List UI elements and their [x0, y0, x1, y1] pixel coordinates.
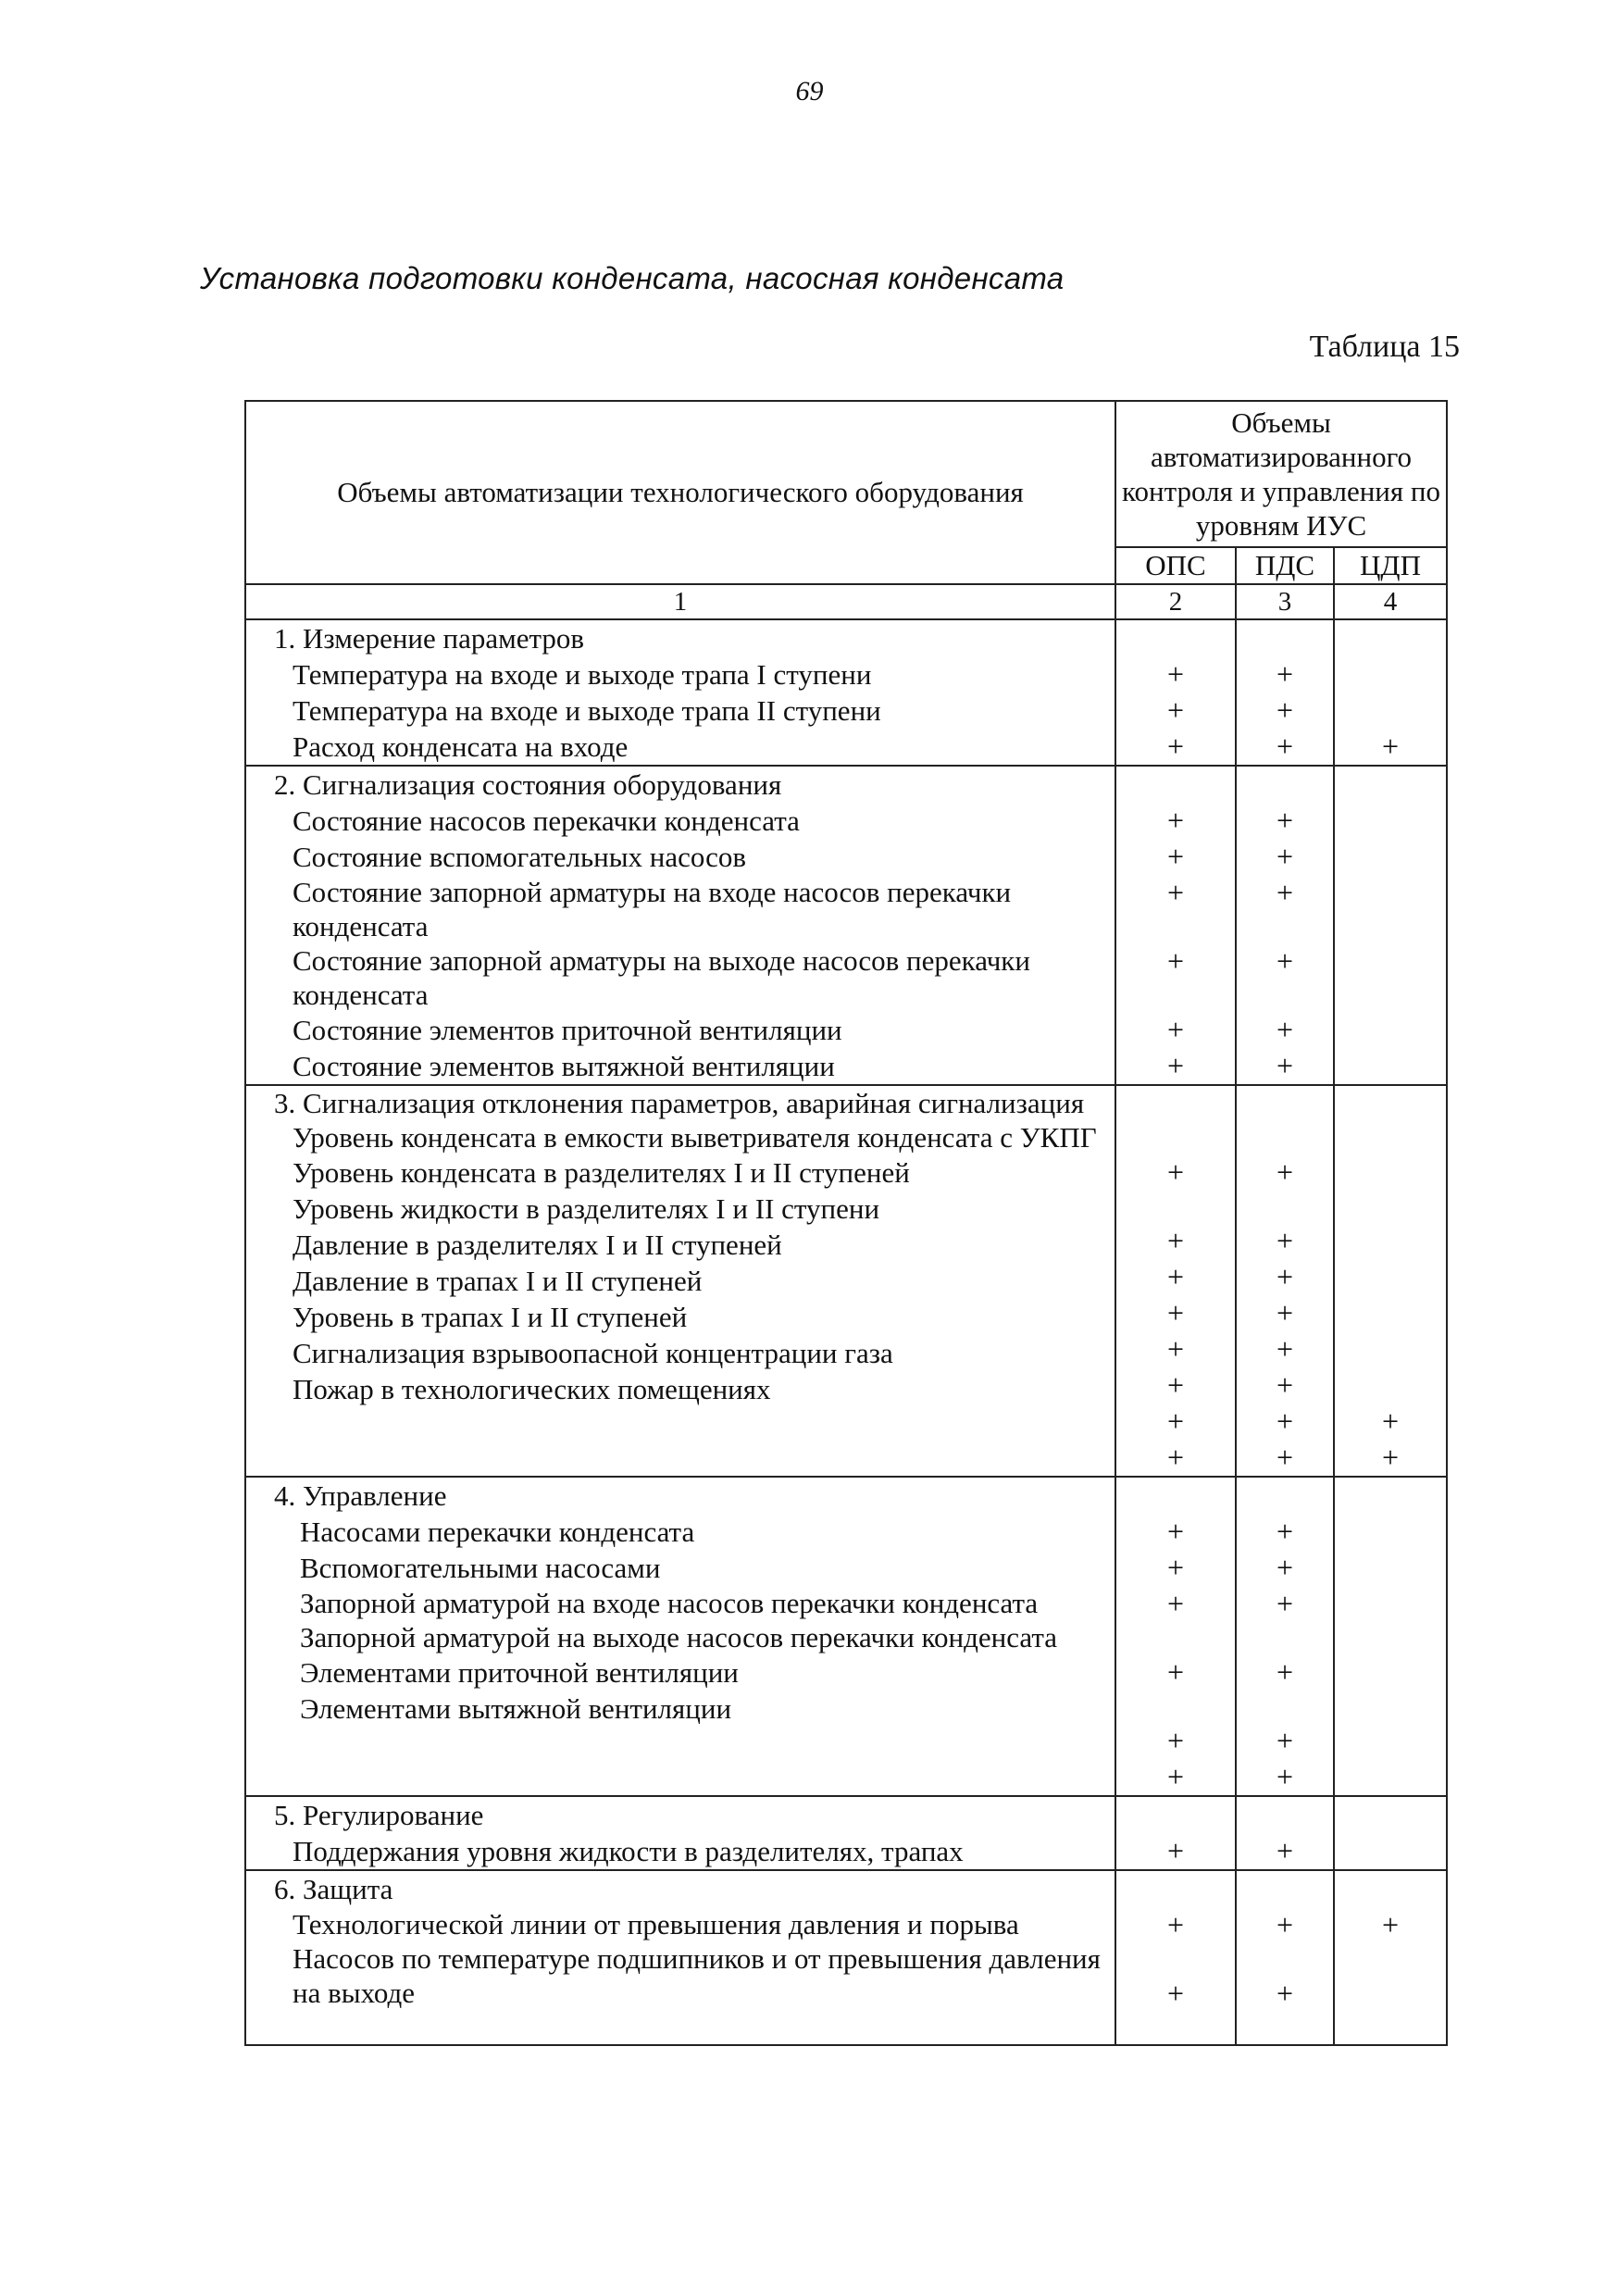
mark-cdp [1335, 1654, 1446, 1723]
section-row [245, 766, 1447, 1085]
mark-spacer [1116, 1478, 1235, 1514]
mark-cdp [1335, 1295, 1446, 1331]
section-row [245, 1085, 1447, 1477]
mark-column-cdp [1334, 1085, 1447, 1477]
mark-ops: + [1166, 840, 1185, 873]
section-title: 4. Управление [274, 1479, 447, 1512]
mark-pds: + [1276, 1834, 1294, 1867]
col-number-2: 2 [1115, 584, 1236, 619]
mark-cdp [1335, 1048, 1446, 1084]
item-text: Уровень в трапах I и II ступеней [293, 1301, 688, 1333]
mark-spacer [1116, 767, 1235, 803]
mark-ops: + [1166, 1551, 1185, 1584]
mark-pds: + [1276, 840, 1294, 873]
mark-cdp [1335, 839, 1446, 875]
mark-spacer [1335, 620, 1446, 656]
mark-pds: + [1276, 1155, 1294, 1189]
mark-spacer [1237, 1797, 1333, 1833]
mark-cdp [1335, 1331, 1446, 1367]
mark-cdp [1335, 1976, 1446, 2044]
mark-cdp [1335, 1012, 1446, 1048]
item-text: Запорной арматурой на выходе насосов перекачки конденсата [300, 1621, 1058, 1653]
header-equipment: Объемы автоматизации технологического оборудования [245, 401, 1115, 584]
col-number-3: 3 [1236, 584, 1334, 619]
mark-ops: + [1166, 804, 1185, 837]
mark-cdp [1335, 1154, 1446, 1223]
section-row [245, 1477, 1447, 1796]
mark-ops: + [1166, 1013, 1185, 1046]
mark-pds: + [1276, 657, 1294, 691]
section-items-cell [245, 619, 1115, 766]
item-text: Уровень конденсата в разделителях I и II ступеней [293, 1156, 910, 1189]
mark-column-pds [1236, 619, 1334, 766]
mark-cdp [1335, 1223, 1446, 1259]
item-text: Насосов по температуре подшипников и от превышения давления на выходе [293, 1942, 1101, 2009]
item-text: Состояние элементов вытяжной вентиляции [293, 1050, 835, 1082]
mark-cdp [1335, 943, 1446, 1012]
mark-ops: + [1166, 944, 1185, 978]
mark-spacer [1237, 1871, 1333, 1907]
mark-cdp [1335, 1723, 1446, 1759]
mark-pds: + [1276, 1049, 1294, 1082]
mark-cdp: + [1381, 730, 1400, 763]
item-text: Элементами вытяжной вентиляции [300, 1692, 732, 1725]
mark-spacer [1335, 1478, 1446, 1514]
mark-ops: + [1166, 1441, 1185, 1474]
mark-column-pds [1236, 1477, 1334, 1796]
mark-ops: + [1166, 1515, 1185, 1548]
mark-cdp [1335, 1759, 1446, 1795]
mark-pds: + [1276, 1441, 1294, 1474]
level-ops: ОПС [1115, 547, 1236, 584]
automation-table [244, 400, 1448, 2046]
item-text: Запорной арматурой на входе насосов перекачки конденсата [300, 1587, 1039, 1619]
mark-ops: + [1166, 1587, 1185, 1620]
table-label: Таблица 15 [1309, 330, 1460, 364]
mark-ops: + [1166, 1155, 1185, 1189]
mark-pds: + [1276, 1977, 1294, 2010]
item-text: Состояние вспомогательных насосов [293, 841, 747, 873]
mark-spacer [1335, 767, 1446, 803]
item-text: Насосами перекачки конденсата [300, 1516, 695, 1548]
mark-spacer [1335, 1797, 1446, 1833]
mark-column-pds [1236, 1870, 1334, 2045]
mark-cdp [1335, 875, 1446, 943]
mark-pds: + [1276, 1587, 1294, 1620]
mark-ops: + [1166, 1724, 1185, 1757]
mark-pds: + [1276, 1224, 1294, 1257]
mark-column-pds [1236, 1085, 1334, 1477]
mark-column-pds [1236, 1796, 1334, 1870]
mark-column-cdp [1334, 766, 1447, 1085]
mark-ops: + [1166, 1049, 1185, 1082]
mark-spacer [1335, 1871, 1446, 1907]
mark-column-ops [1115, 619, 1236, 766]
item-text: Состояние насосов перекачки конденсата [293, 805, 800, 837]
mark-pds: + [1276, 1260, 1294, 1293]
section-row [245, 619, 1447, 766]
mark-pds: + [1276, 1724, 1294, 1757]
item-text: Давление в трапах I и II ступеней [293, 1265, 703, 1297]
section-row [245, 1870, 1447, 2045]
item-text: Расход конденсата на входе [293, 730, 629, 763]
item-text: Состояние запорной арматуры на входе насосов перекачки конденсата [293, 876, 1012, 942]
mark-column-pds [1236, 766, 1334, 1085]
section-items-cell [245, 1085, 1115, 1477]
item-text: Элементами приточной вентиляции [300, 1656, 739, 1689]
mark-ops: + [1166, 1908, 1185, 1941]
mark-spacer [1116, 1871, 1235, 1907]
mark-column-cdp [1334, 619, 1447, 766]
mark-ops: + [1166, 657, 1185, 691]
mark-cdp [1335, 803, 1446, 839]
item-text: Уровень жидкости в разделителях I и II ступени [293, 1192, 880, 1225]
section-title: 2. Сигнализация состояния оборудования [274, 768, 782, 801]
mark-pds: + [1276, 1296, 1294, 1329]
level-pds: ПДС [1236, 547, 1334, 584]
mark-cdp: + [1381, 1908, 1400, 1941]
section-items-cell [245, 1870, 1115, 2045]
mark-ops: + [1166, 693, 1185, 727]
header-row [245, 401, 1447, 547]
mark-ops: + [1166, 876, 1185, 909]
mark-cdp: + [1381, 1441, 1400, 1474]
mark-ops: + [1166, 1368, 1185, 1402]
mark-cdp: + [1381, 1404, 1400, 1438]
mark-ops: + [1166, 1260, 1185, 1293]
mark-pds: + [1276, 693, 1294, 727]
mark-cdp [1335, 693, 1446, 729]
col-number-4: 4 [1334, 584, 1447, 619]
mark-spacer [1116, 1797, 1235, 1833]
mark-cdp [1335, 1586, 1446, 1654]
mark-spacer [1335, 1086, 1446, 1154]
mark-cdp [1335, 656, 1446, 693]
mark-pds: + [1276, 1515, 1294, 1548]
mark-ops: + [1166, 1332, 1185, 1366]
section-title: 3. Сигнализация отклонения параметров, аварийная сигнализация [274, 1087, 1085, 1119]
section-items-cell [245, 1477, 1115, 1796]
item-text: Сигнализация взрывоопасной концентрации газа [293, 1337, 893, 1369]
level-cdp: ЦДП [1334, 547, 1447, 584]
page-number: 69 [795, 76, 824, 106]
mark-ops: + [1166, 1655, 1185, 1689]
mark-ops: + [1166, 1834, 1185, 1867]
item-text: Температура на входе и выходе трапа II ступени [293, 694, 881, 727]
mark-pds: + [1276, 1551, 1294, 1584]
item-text: Пожар в технологических помещениях [293, 1373, 771, 1405]
mark-ops: + [1166, 730, 1185, 763]
item-text: Давление в разделителях I и II ступеней [293, 1229, 782, 1261]
section-title: 6. Защита [274, 1873, 393, 1905]
item-text: Состояние элементов приточной вентиляции [293, 1014, 842, 1046]
mark-column-ops [1115, 766, 1236, 1085]
mark-spacer [1116, 620, 1235, 656]
mark-column-ops [1115, 1477, 1236, 1796]
section-items-cell [245, 1796, 1115, 1870]
section-row [245, 1796, 1447, 1870]
mark-pds: + [1276, 1908, 1294, 1941]
mark-cdp [1335, 1367, 1446, 1404]
item-text: Поддержания уровня жидкости в разделителях, трапах [293, 1835, 964, 1867]
mark-pds: + [1276, 730, 1294, 763]
section-title: 5. Регулирование [274, 1799, 484, 1831]
item-text: Уровень конденсата в емкости выветривателя конденсата с УКПГ [293, 1121, 1097, 1154]
mark-column-cdp [1334, 1477, 1447, 1796]
mark-column-ops [1115, 1796, 1236, 1870]
mark-pds: + [1276, 1013, 1294, 1046]
mark-ops: + [1166, 1404, 1185, 1438]
page-title: Установка подготовки конденсата, насосная конденсата [200, 261, 1065, 295]
mark-spacer [1237, 767, 1333, 803]
item-text: Состояние запорной арматуры на выходе насосов перекачки конденсата [293, 944, 1030, 1011]
item-text: Вспомогательными насосами [300, 1552, 661, 1584]
section-items-cell [245, 766, 1115, 1085]
mark-pds: + [1276, 944, 1294, 978]
mark-column-ops [1115, 1085, 1236, 1477]
item-text: Температура на входе и выходе трапа I ступени [293, 658, 872, 691]
mark-column-cdp [1334, 1796, 1447, 1870]
section-title: 1. Измерение параметров [274, 622, 585, 655]
mark-spacer [1116, 1086, 1235, 1154]
mark-ops: + [1166, 1224, 1185, 1257]
col-number-1: 1 [245, 584, 1115, 619]
mark-cdp [1335, 1259, 1446, 1295]
mark-spacer [1237, 1478, 1333, 1514]
mark-cdp [1335, 1514, 1446, 1550]
mark-spacer [1237, 620, 1333, 656]
mark-ops: + [1166, 1760, 1185, 1793]
mark-pds: + [1276, 1760, 1294, 1793]
mark-ops: + [1166, 1296, 1185, 1329]
column-numbers-row [245, 584, 1447, 619]
mark-cdp [1335, 1550, 1446, 1586]
mark-pds: + [1276, 1404, 1294, 1438]
mark-ops: + [1166, 1977, 1185, 2010]
mark-spacer [1237, 1086, 1333, 1154]
mark-pds: + [1276, 1332, 1294, 1366]
mark-pds: + [1276, 804, 1294, 837]
mark-cdp [1335, 1833, 1446, 1869]
mark-column-ops [1115, 1870, 1236, 2045]
mark-pds: + [1276, 876, 1294, 909]
mark-pds: + [1276, 1655, 1294, 1689]
mark-pds: + [1276, 1368, 1294, 1402]
item-text: Технологической линии от превышения давления и порыва [293, 1908, 1019, 1940]
mark-column-cdp [1334, 1870, 1447, 2045]
header-levels: Объемы автоматизированного контроля и управления по уровням ИУС [1115, 401, 1447, 547]
